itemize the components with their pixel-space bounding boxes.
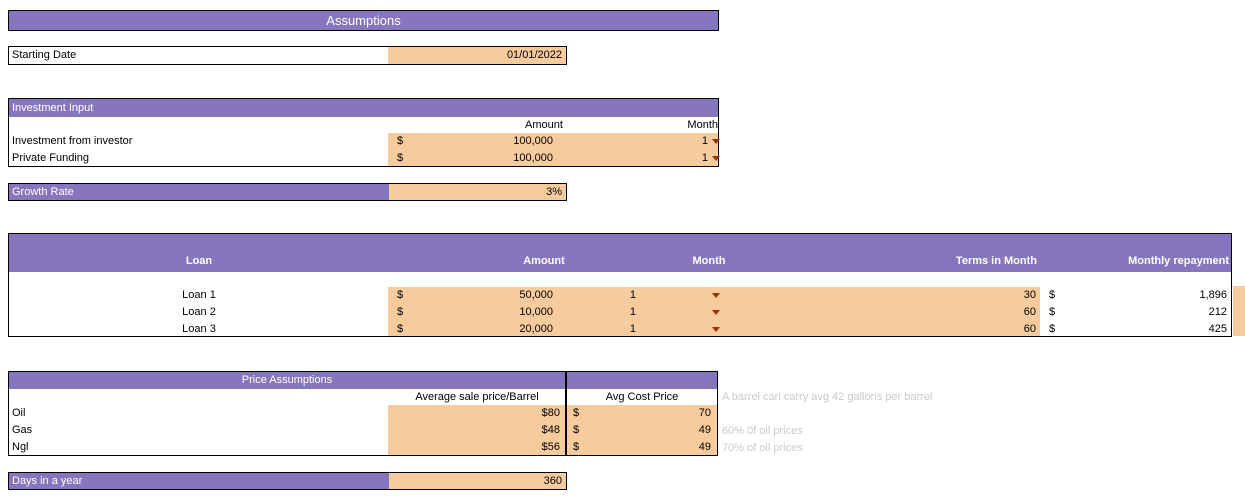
month-dropdown-arrow-icon[interactable]	[712, 139, 720, 144]
investment-amount-column-header: Amount	[525, 119, 563, 131]
currency-symbol: $	[1049, 289, 1056, 301]
investment-month-value[interactable]: 1	[701, 152, 708, 164]
price-row-label: Oil	[12, 407, 26, 419]
starting-date-label: Starting Date	[12, 49, 77, 61]
investment-row-label: Private Funding	[12, 152, 90, 164]
investment-amount-value[interactable]: 100,000	[513, 135, 553, 147]
loan-month-value[interactable]: 1	[629, 289, 636, 301]
month-dropdown-arrow-icon[interactable]	[712, 293, 720, 298]
loan-table	[8, 233, 1232, 337]
sale-price-column-header: Average sale price/Barrel	[415, 391, 539, 403]
currency-symbol: $	[397, 289, 404, 301]
loan-header-repayment: Monthly repayment	[1128, 255, 1229, 267]
ngl-price-note: 70% of oil prices	[722, 442, 803, 454]
avg-cost-value[interactable]: 70	[698, 407, 711, 419]
currency-symbol: $	[397, 306, 404, 318]
investment-amount-value[interactable]: 100,000	[513, 152, 553, 164]
investment-row-label: Investment from investor	[12, 135, 133, 147]
investment-month-value[interactable]: 1	[701, 135, 708, 147]
days-in-year-label: Days in a year	[9, 473, 389, 489]
sale-price-value[interactable]: $80	[541, 407, 560, 419]
month-dropdown-arrow-icon[interactable]	[712, 327, 720, 332]
currency-symbol: $	[1049, 323, 1056, 335]
sale-price-value[interactable]: $56	[541, 441, 560, 453]
growth-rate-row	[8, 183, 567, 201]
currency-symbol: $	[397, 152, 404, 164]
avg-cost-value[interactable]: 49	[698, 424, 711, 436]
days-in-year-input-cell[interactable]: 360	[389, 473, 566, 489]
loan-row-label: Loan 1	[182, 289, 216, 301]
avg-cost-price-column	[566, 371, 718, 456]
currency-symbol: $	[573, 441, 580, 453]
loan-terms-value[interactable]: 60	[1023, 306, 1036, 318]
currency-symbol: $	[573, 407, 580, 419]
price-assumptions-header: Price Assumptions	[9, 372, 565, 389]
growth-rate-input-cell[interactable]: 3%	[389, 184, 566, 200]
loan-row-label: Loan 2	[182, 306, 216, 318]
month-dropdown-arrow-icon[interactable]	[712, 310, 720, 315]
currency-symbol: $	[397, 323, 404, 335]
loan-amount-value[interactable]: 50,000	[519, 289, 553, 301]
loan-header-loan: Loan	[185, 255, 213, 267]
loan-repayment-value: 1,896	[1199, 289, 1227, 301]
loan-amount-value[interactable]: 20,000	[519, 323, 553, 335]
investment-input-header: Investment Input	[9, 99, 718, 117]
loan-amount-value[interactable]: 10,000	[519, 306, 553, 318]
currency-symbol: $	[1049, 306, 1056, 318]
assumptions-title-bar: Assumptions	[8, 10, 719, 31]
price-assumptions-table	[8, 371, 566, 456]
loan-row-label: Loan 3	[182, 323, 216, 335]
gas-price-note: 60% 0f oil prices	[722, 425, 803, 437]
investment-input-section	[8, 98, 719, 167]
loan-month-value[interactable]: 1	[629, 306, 636, 318]
loan-right-edge-cells	[1233, 286, 1245, 336]
loan-repayment-value: 212	[1208, 306, 1227, 318]
loan-repayment-value: 425	[1208, 323, 1227, 335]
days-in-year-row	[8, 472, 567, 490]
loan-header-amount: Amount	[523, 255, 565, 267]
avg-cost-column-header: Avg Cost Price	[605, 391, 679, 403]
currency-symbol: $	[397, 135, 404, 147]
loan-header-month: Month	[692, 255, 726, 267]
loan-terms-value[interactable]: 30	[1023, 289, 1036, 301]
starting-date-row	[8, 46, 567, 65]
avg-cost-header-bar	[567, 372, 717, 389]
starting-date-input-cell[interactable]: 01/01/2022	[388, 47, 566, 64]
loan-month-value[interactable]: 1	[629, 323, 636, 335]
loan-terms-value[interactable]: 60	[1023, 323, 1036, 335]
month-dropdown-arrow-icon[interactable]	[712, 156, 720, 161]
loan-header-terms: Terms in Month	[955, 255, 1037, 267]
price-row-label: Gas	[12, 424, 33, 436]
growth-rate-label: Growth Rate	[9, 184, 389, 200]
sale-price-value[interactable]: $48	[541, 424, 560, 436]
barrel-note: A barrel can carry avg 42 gallons per barrel	[722, 391, 933, 403]
currency-symbol: $	[573, 424, 580, 436]
price-row-label: Ngl	[12, 441, 29, 453]
avg-cost-value[interactable]: 49	[698, 441, 711, 453]
investment-month-column-header: Month	[687, 119, 718, 131]
